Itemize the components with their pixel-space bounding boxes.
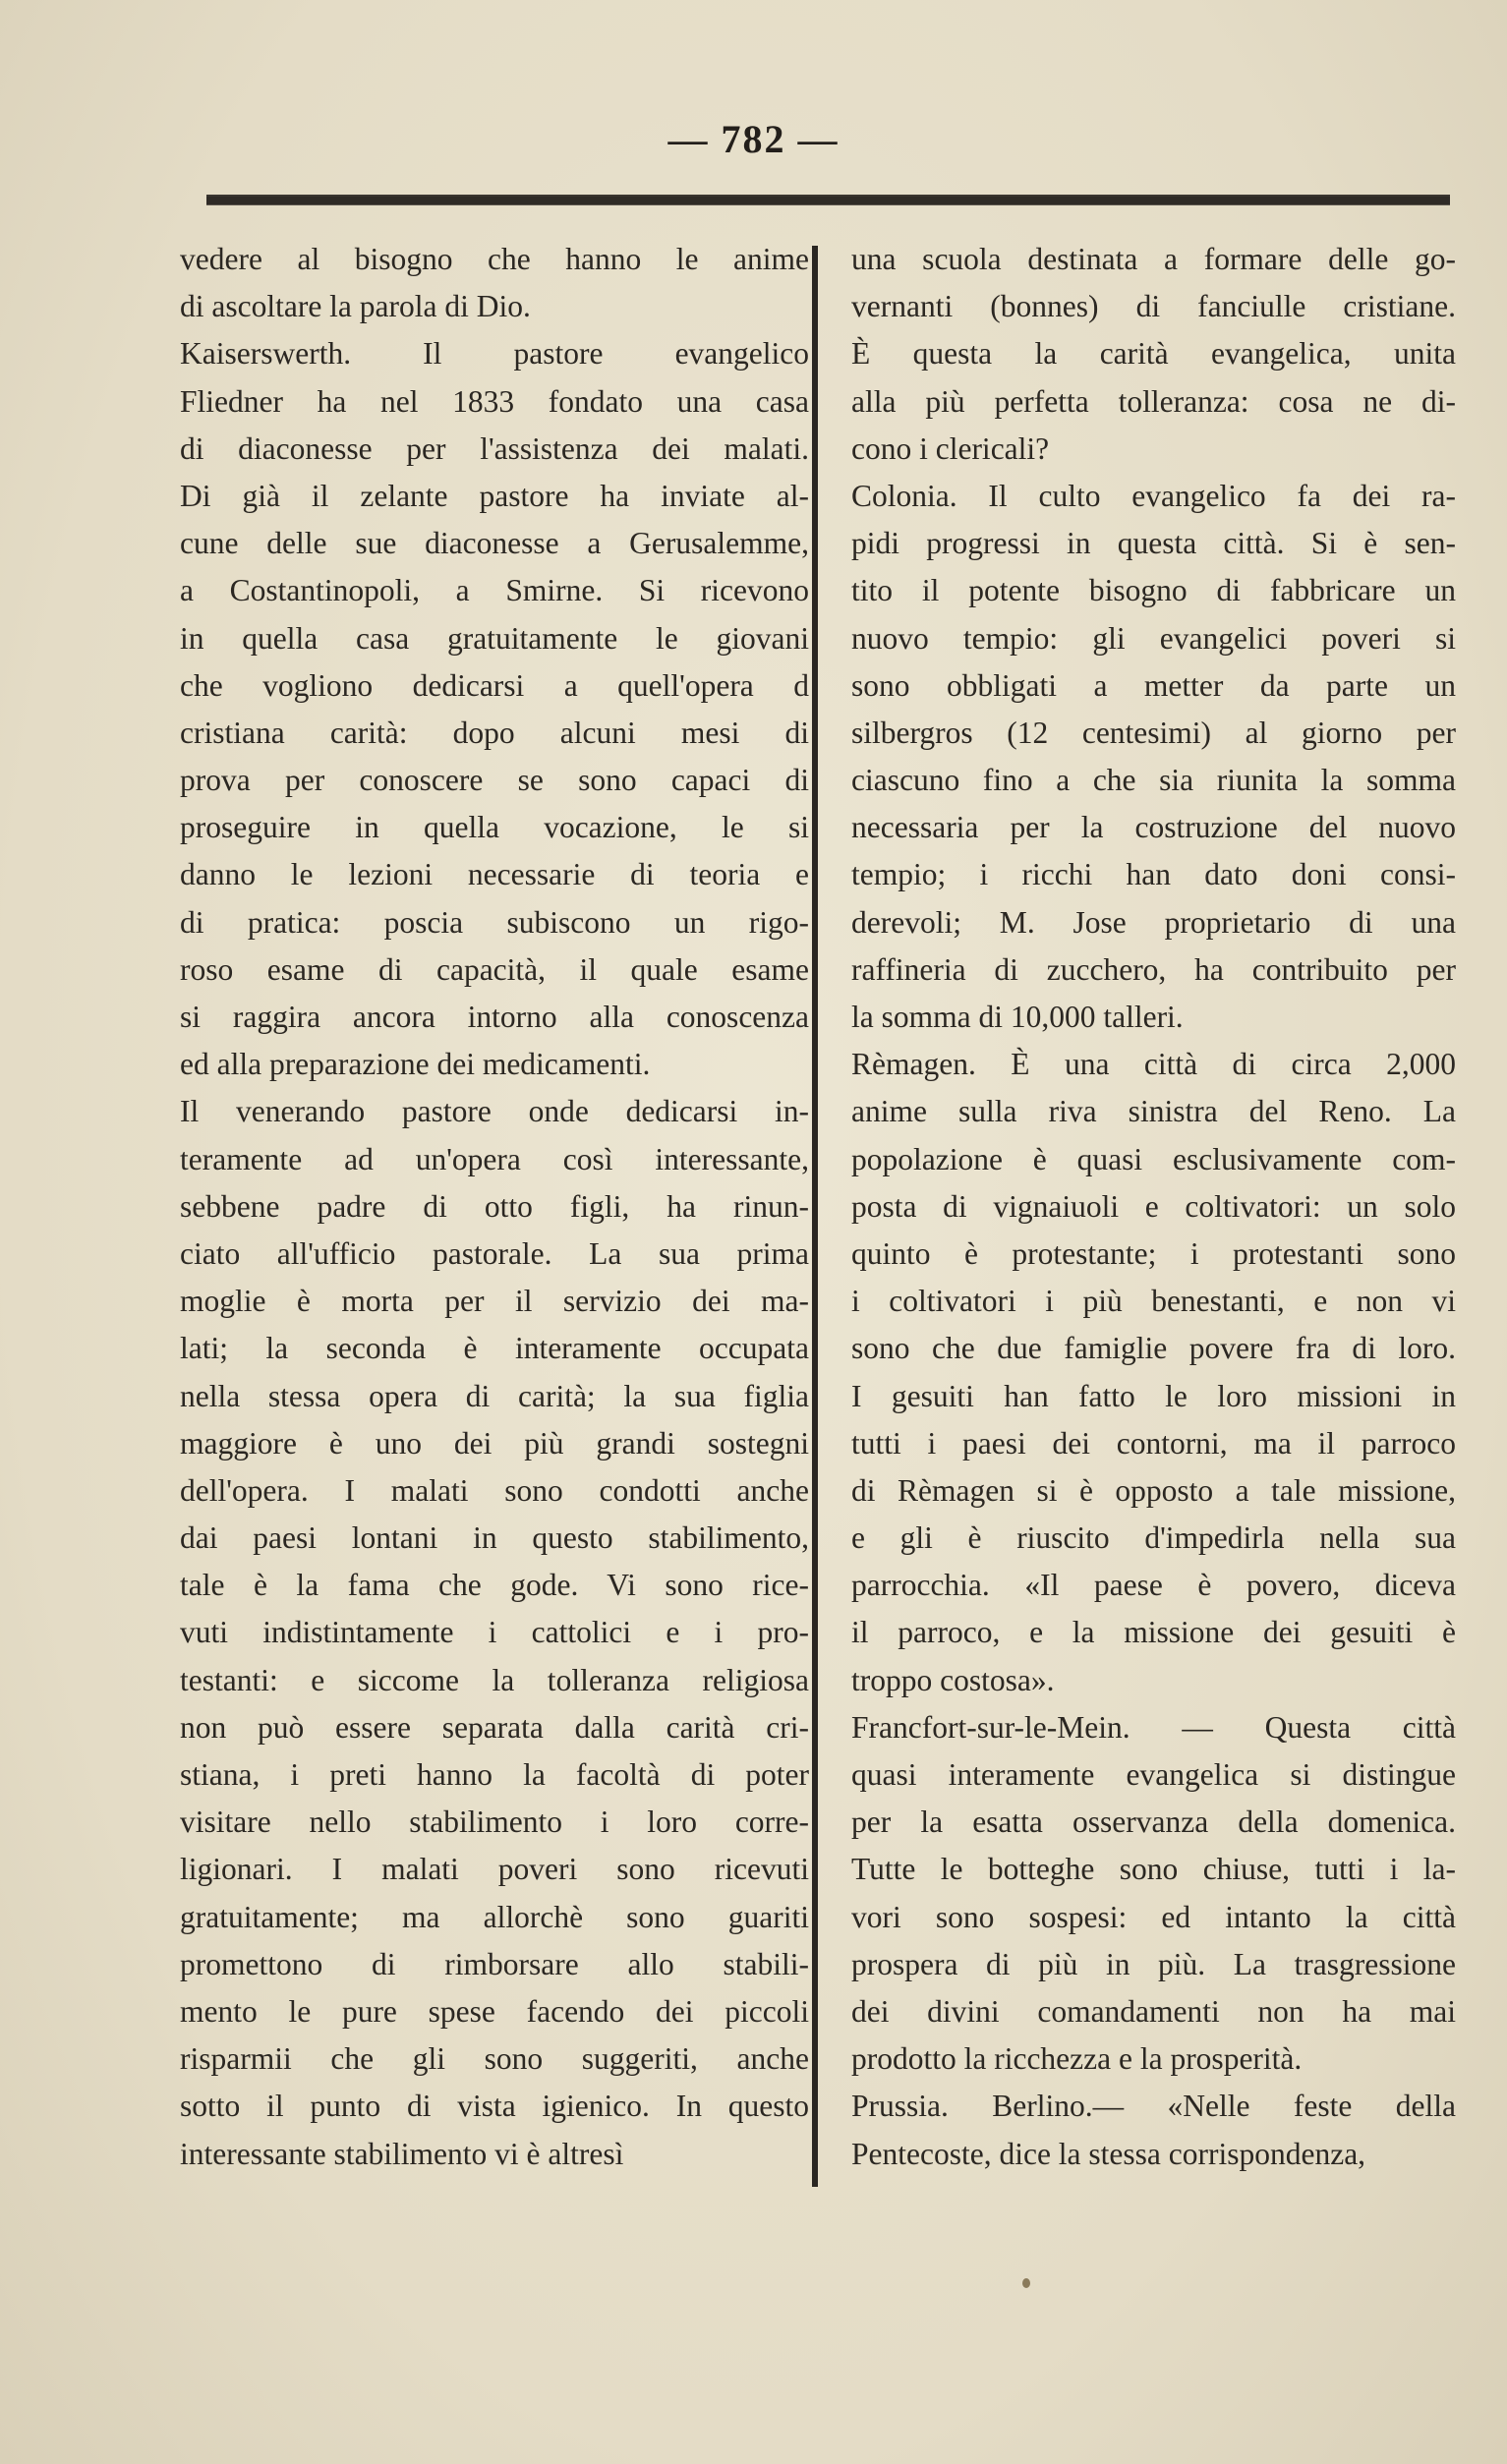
text-line: gratuitamente; ma allorchè sono guariti: [180, 1899, 809, 1934]
text-line: risparmii che gli sono suggeriti, anche: [180, 2041, 809, 2077]
text-line: la somma di 10,000 talleri.: [851, 1000, 1184, 1034]
text-line: tempio; i ricchi han dato doni consi-: [851, 857, 1456, 892]
text-line: Kaiserswerth. Il pastore evangelico: [180, 336, 809, 372]
text-line: raffineria di zucchero, ha contribuito per: [851, 951, 1456, 987]
text-line: a Costantinopoli, a Smirne. Si ricevono: [180, 573, 809, 608]
text-line: mento le pure spese facendo dei piccoli: [180, 1993, 809, 2029]
text-line: tutti i paesi dei contorni, ma il parroco: [851, 1425, 1456, 1461]
text-line: maggiore è uno dei più grandi sostegni: [180, 1425, 809, 1461]
text-line: Prussia. Berlino.— «Nelle feste della: [851, 2089, 1456, 2124]
text-line: moglie è morta per il servizio dei ma-: [180, 1284, 809, 1319]
text-line: una scuola destinata a formare delle go-: [851, 242, 1456, 276]
text-line: vedere al bisogno che hanno le anime: [180, 242, 809, 276]
column-separator: [812, 246, 818, 2187]
text-line: tale è la fama che gode. Vi sono rice-: [180, 1568, 809, 1603]
text-line: che vogliono dedicarsi a quell'opera d: [180, 667, 809, 703]
text-line: quasi interamente evangelica si distingue: [851, 1757, 1456, 1792]
text-line: e gli è riuscito d'impedirla nella sua: [851, 1520, 1456, 1556]
text-line: Pentecoste, dice la stessa corrispondenza,: [851, 2136, 1366, 2171]
text-line: sono obbligati a metter da parte un: [851, 667, 1456, 703]
text-line: promettono di rimborsare allo stabili-: [180, 1946, 809, 1981]
text-line: roso esame di capacità, il quale esame: [180, 951, 809, 987]
text-line: di pratica: poscia subiscono un rigo-: [180, 904, 809, 940]
text-line: necessaria per la costruzione del nuovo: [851, 810, 1456, 845]
text-line: cristiana carità: dopo alcuni mesi di: [180, 715, 809, 750]
text-line: stiana, i preti hanno la facoltà di poter: [180, 1757, 809, 1792]
text-line: vernanti (bonnes) di fanciulle cristiane.: [851, 289, 1456, 324]
text-line: dai paesi lontani in questo stabilimento,: [180, 1520, 809, 1556]
paper-speck: [1022, 2278, 1030, 2288]
text-line: dei divini comandamenti non ha mai: [851, 1993, 1456, 2029]
text-line: Fliedner ha nel 1833 fondato una casa: [180, 383, 809, 419]
text-line: visitare nello stabilimento i loro corre-: [180, 1805, 809, 1840]
text-line: ciascuno fino a che sia riunita la somma: [851, 763, 1456, 798]
text-line: I gesuiti han fatto le loro missioni in: [851, 1378, 1456, 1413]
text-line: cono i clericali?: [851, 430, 1050, 466]
text-line: dell'opera. I malati sono condotti anche: [180, 1472, 809, 1508]
text-line: interessante stabilimento vi è altresì: [180, 2136, 624, 2171]
text-line: in quella casa gratuitamente le giovani: [180, 620, 809, 656]
text-line: non può essere separata dalla carità cri-: [180, 1709, 809, 1745]
text-line: popolazione è quasi esclusivamente com-: [851, 1141, 1456, 1176]
text-line: derevoli; M. Jose proprietario di una: [851, 904, 1456, 940]
text-line: sono che due famiglie povere fra di loro.: [851, 1331, 1456, 1366]
text-line: tito il potente bisogno di fabbricare un: [851, 573, 1456, 608]
text-line: nuovo tempio: gli evangelici poveri si: [851, 620, 1456, 656]
text-line: troppo costosa».: [851, 1662, 1055, 1697]
page-number: — 782 —: [667, 117, 840, 161]
text-line: i coltivatori i più benestanti, e non vi: [851, 1284, 1456, 1319]
text-line: silbergros (12 centesimi) al giorno per: [851, 715, 1456, 750]
text-line: prova per conoscere se sono capaci di: [180, 763, 809, 798]
text-line: È questa la carità evangelica, unita: [851, 336, 1456, 372]
text-line: parrocchia. «Il paese è povero, diceva: [851, 1568, 1456, 1603]
text-line: anime sulla riva sinistra del Reno. La: [851, 1094, 1456, 1129]
text-line: sebbene padre di otto figli, ha rinun-: [180, 1188, 809, 1224]
text-line: ed alla preparazione dei medicamenti.: [180, 1047, 651, 1082]
text-line: di diaconesse per l'assistenza dei malati.: [180, 430, 809, 466]
text-line: Francfort-sur-le-Mein. — Questa città: [851, 1709, 1456, 1745]
text-line: Colonia. Il culto evangelico fa dei ra-: [851, 478, 1456, 513]
text-line: ligionari. I malati poveri sono ricevuti: [180, 1852, 809, 1887]
text-line: per la esatta osservanza della domenica.: [851, 1805, 1456, 1840]
text-line: nella stessa opera di carità; la sua figlia: [180, 1378, 809, 1413]
text-line: prodotto la ricchezza e la prosperità.: [851, 2041, 1303, 2077]
text-line: danno le lezioni necessarie di teoria e: [180, 857, 809, 892]
text-line: Il venerando pastore onde dedicarsi in-: [180, 1094, 809, 1129]
text-line: posta di vignaiuoli e coltivatori: un solo: [851, 1188, 1456, 1224]
text-line: proseguire in quella vocazione, le si: [180, 810, 809, 845]
text-line: teramente ad un'opera così interessante,: [180, 1141, 809, 1176]
text-line: di ascoltare la parola di Dio.: [180, 289, 531, 324]
text-line: Di già il zelante pastore ha inviate al-: [180, 478, 809, 513]
text-line: testanti: e siccome la tolleranza religiosa: [180, 1662, 809, 1697]
text-line: prospera di più in più. La trasgressione: [851, 1946, 1456, 1981]
text-line: sotto il punto di vista igienico. In questo: [180, 2089, 809, 2124]
text-line: pidi progressi in questa città. Si è sen-: [851, 526, 1456, 561]
text-line: vuti indistintamente i cattolici e i pro-: [180, 1615, 809, 1650]
text-line: vori sono sospesi: ed intanto la città: [851, 1899, 1456, 1934]
text-line: cune delle sue diaconesse a Gerusalemme,: [180, 526, 809, 561]
text-line: Rèmagen. È una città di circa 2,000: [851, 1047, 1456, 1082]
text-line: si raggira ancora intorno alla conoscenza: [180, 1000, 809, 1034]
text-line: alla più perfetta tolleranza: cosa ne di-: [851, 383, 1456, 419]
text-line: lati; la seconda è interamente occupata: [180, 1331, 809, 1366]
text-line: quinto è protestante; i protestanti sono: [851, 1235, 1456, 1271]
text-line: di Rèmagen si è opposto a tale missione,: [851, 1472, 1456, 1508]
text-line: ciato all'ufficio pastorale. La sua prima: [180, 1235, 809, 1271]
header-rule: [206, 195, 1450, 205]
text-line: il parroco, e la missione dei gesuiti è: [851, 1615, 1456, 1650]
right-column: [851, 236, 1456, 2178]
text-line: Tutte le botteghe sono chiuse, tutti i la-: [851, 1852, 1456, 1887]
left-column: [180, 236, 809, 2178]
